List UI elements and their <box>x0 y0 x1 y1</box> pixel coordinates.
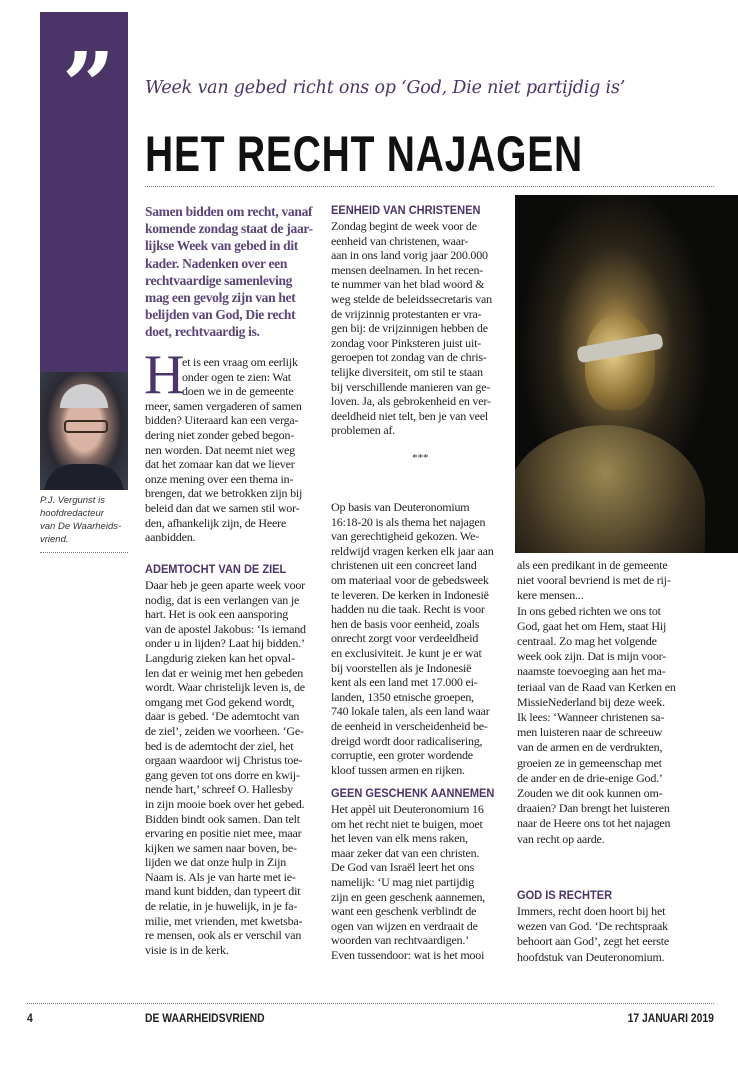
section-separator: *** <box>412 452 429 464</box>
author-caption: P.J. Vergunst is hoofdredacteur van De Waarheids- vriend. <box>40 495 122 545</box>
footer-divider <box>27 1003 714 1004</box>
intro-line: bidden? Uiteraard kan een verga- <box>145 413 299 428</box>
section-heading: EENHEID VAN CHRISTENEN <box>331 203 481 217</box>
drop-cap: H <box>144 344 185 406</box>
intro-line: brengen, dat we betrokken zijn bij <box>145 486 303 501</box>
section-text: Daar heb je geen aparte week voor nodig, dat is een verlangen van je hart. Het is ook een aansporing van de apostel Jakobus: ‘Is iemand onder u in lijden? Laat hij bidden.’ Langdurig zieken kan het opval- len dat er weinig met hen gebeden wordt. Waar christelijk leven is, de omgang met God gekend wordt, daar is gebed. ‘De ademtocht van de ziel’, zeiden we voorheen. ‘Ge- bed is de ademtocht der ziel, het orgaan waardoor wij Christus toe- gang geven tot ons dorre en kwij- nende hart,’ schreef O. Hallesby in zijn mooie boek over het gebed. Bidden bindt ook samen. Dan telt ervaring en positie niet mee, maar kijken we samen naar boven, be- lijden we dat onze hulp in Zijn Naam is. Als je van harte met ie- mand kunt bidden, dan typeert dit de relatie, in je huwelijk, in je fa- milie, met vrienden, met kwetsba- re mensen, ook als er verschil van visie is in de kerk. <box>145 578 306 957</box>
section-heading: GEEN GESCHENK AANNEMEN <box>331 786 495 800</box>
title-divider <box>145 186 714 187</box>
article-subtitle: Week van gebed richt ons op ‘God, Die niet partijdig is’ <box>145 78 626 98</box>
section-text: als een predikant in de gemeente niet vooral bevriend is met de rij- kere mensen... In ons gebed richten we ons tot God, gaat het om Hem, staat Hij centraal. Zo mag het volgende week ook zijn. Dat is mijn voor- naamste toevoeging aan het ma- teriaal van de Raad van Kerken en MissieNederland bij deze week. Ik lees: ‘Wanneer christenen sa- men luisteren naar de schreeuw van de armen en de verdrukten, groeien ze in gemeenschap met de ander en de drie-enige God.’ Zouden we dit ook kunnen om- draaien? Dan brengt het luisteren naar de Heere ons tot het najagen van recht op aarde. <box>517 558 676 846</box>
intro-line: meer, samen vergaderen of samen <box>145 398 302 413</box>
issue-date: 17 JANUARI 2019 <box>627 1013 714 1025</box>
intro-line: dering niet zonder gebed begon- <box>145 427 295 442</box>
intro-line: beleid dan dat we samen stil wor- <box>145 500 300 515</box>
intro-line: doen we in de gemeente <box>182 384 294 399</box>
publication-name: DE WAARHEIDSVRIEND <box>145 1013 265 1025</box>
article-intro <box>145 355 303 545</box>
intro-line: nen worden. Dat neemt niet weg <box>145 442 295 457</box>
intro-line: onze mening over een thema in- <box>145 471 294 486</box>
intro-line: dat het zomaar kan dat we liever <box>145 457 295 472</box>
section-text: Zondag begint de week voor de eenheid van christenen, waar- aan in ons land vorig jaar 200.000 mensen deelnamen. In het recen- te nummer van het blad woord & weg stelde de beleidssecretaris van de vrijzinnig protestanten er vra- gen bij: de vrijzinnigen hebben de zondag voor Pinksteren juist uit- geroepen tot zondag van de chris- telijke diversiteit, om stil te staan bij verschillende manieren van ge- loven. Ja, als gebrokenheid en ver- deeldheid niet telt, ben je van veel problemen af. <box>331 219 492 438</box>
intro-line: onder ogen te zien: Wat <box>182 369 291 384</box>
section-text: Immers, recht doen hoort bij het wezen van God. ‘De rechtspraak behoort aan God’, zegt het eerste hoofdstuk van Deuteronomium. <box>517 904 669 964</box>
quote-mark-icon: ” <box>62 32 115 140</box>
intro-line: den, afhankelijk zijn, de Heere <box>145 515 287 530</box>
section-heading: ADEMTOCHT VAN DE ZIEL <box>145 562 287 576</box>
section-text: Het appèl uit Deuteronomium 16 om het recht niet te buigen, moet het leven van elk mens raken, maar zeker dat van een christen. De God van Israël leert het ons namelijk: ‘U mag niet partijdig zijn en geen geschenk aannemen, want een geschenk verblindt de ogen van wijzen en verdraait de woorden van rechtvaardigen.’ Even tussendoor: wat is het mooi <box>331 802 486 962</box>
intro-line: et is een vraag om eerlijk <box>182 355 298 369</box>
author-photo <box>40 372 128 490</box>
intro-line: aanbidden. <box>145 530 196 545</box>
article-title: HET RECHT NAJAGEN <box>145 126 583 182</box>
page-number: 4 <box>27 1013 33 1025</box>
section-heading: GOD IS RECHTER <box>517 888 613 902</box>
caption-divider <box>40 552 128 553</box>
section-text: Op basis van Deuteronomium 16:18-20 is als thema het najagen van gerechtigheid gekozen. We- reldwijd vragen kerken elk jaar aan christenen uit een concreet land om materiaal voor de gebedsweek te leveren. De kerken in Indonesië hadden nu die taak. Recht is voor hen de basis voor eenheid, zoals onrecht zorgt voor verdeeldheid en exclusiviteit. Je kunt je er wat bij voorstellen als je Indonesië kent als een land met 17.000 ei- landen, 1350 etnische groepen, 740 lokale talen, als een land waar de eenheid in verscheidenheid be- dreigd wordt door radicalisering, corruptie, een groter wordende kloof tussen armen en rijken. <box>331 500 494 777</box>
article-lead: Samen bidden om recht, vanaf komende zondag staat de jaar- lijkse Week van gebed in dit kader. Nadenken over een rechtvaardige samenleving mag een gevolg zijn van het belijden van God, Die recht doet, rechtvaardig is. <box>145 204 313 340</box>
lady-justice-image <box>515 195 738 553</box>
